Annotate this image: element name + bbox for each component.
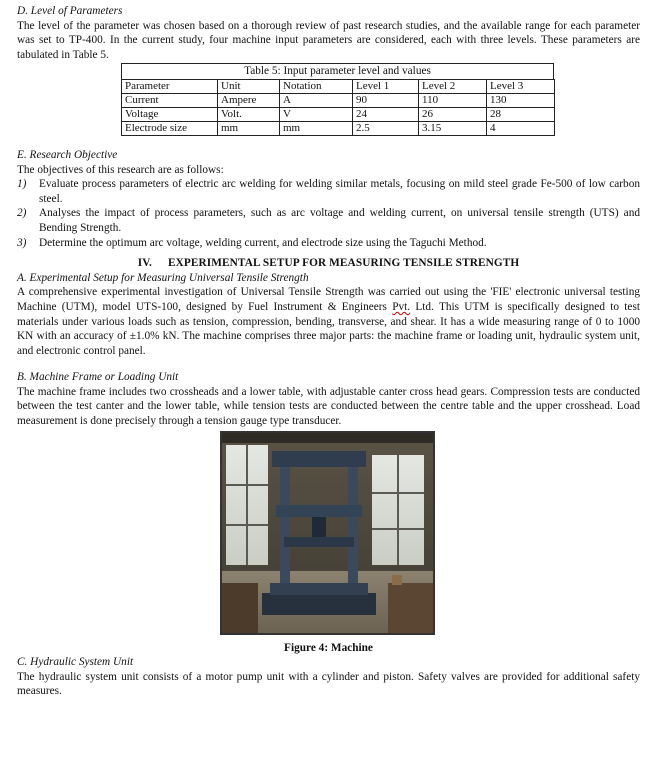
table-cell: 24 [353,107,419,121]
section-e-intro: The objectives of this research are as follows: [17,163,224,176]
objectives-list [17,177,640,250]
machine-photo [220,431,435,635]
table-cell: 130 [487,93,555,107]
section-iv-numeral: IV. [137,257,152,270]
table-header-cell: Parameter [122,79,218,93]
table-header-cell: Unit [218,79,280,93]
table-header-cell: Level 2 [419,79,487,93]
utm-machine-image [222,433,433,633]
document-page [17,4,640,699]
section-iv-title: EXPERIMENTAL SETUP FOR MEASURING TENSILE STRENGTH [167,257,520,270]
table-header-cell: Level 3 [487,79,555,93]
section-e-heading: E. Research Objective [17,148,118,161]
section-iv-heading [17,256,640,271]
table-header-row [122,79,555,93]
table-row [122,107,555,121]
spellcheck-word: Pvt. [392,300,411,313]
table-cell: 4 [487,121,555,135]
table-cell: Ampere [218,93,280,107]
list-item [17,236,640,251]
table-cell: 3.15 [419,121,487,135]
list-item-number: 3) [17,236,27,249]
figure-caption: Figure 4: Machine [284,641,373,654]
table-cell: 28 [487,107,555,121]
section-c-heading: C. Hydraulic System Unit [17,656,134,669]
table-cell: 110 [419,93,487,107]
section-b-heading: B. Machine Frame or Loading Unit [17,371,179,384]
table-cell: A [280,93,353,107]
list-item [17,177,640,206]
list-item-text: Analyses the impact of process parameters, such as arc voltage and welding current, on universal tensile strength (UTS) and Bending Strength. [39,207,640,234]
table-cell: Voltage [122,107,218,121]
list-item-number: 2) [17,207,27,220]
table-header-cell: Level 1 [353,79,419,93]
section-b-text: The machine frame includes two crossheads and a lower table, with adjustable canter cross head gears. Compression tests are conducted between the test canter and the lower table, while tension tests are conducted between the centre table and the upper crosshead. Load measurement is done precisely through a tension gauge type transducer. [17,385,640,428]
list-item-text: Evaluate process parameters of electric arc welding for welding similar metals, focusing on mild steel grade Fe-500 of low carbon steel. [39,178,640,205]
list-item-number: 1) [17,178,27,191]
table-cell: V [280,107,353,121]
section-a-text-end: Ltd. This UTM is specifically designed to test materials under various loads such as tension, compression, bending, transverse, and shear. It has a wide measuring range of 0 to 1000 KN with an accuracy of ±1.0% kN. The machine comprises three major parts: the machine frame or loading unit, hydraulic system unit, and electronic control panel. [17,300,640,357]
table-row [122,93,555,107]
table-cell: Volt. [218,107,280,121]
table-cell: mm [218,121,280,135]
table-row [122,121,555,135]
list-item [17,206,640,235]
section-d-text: The level of the parameter was chosen based on a thorough review of past research studies, and the available range for each parameter was set to TP-400. In the current study, four machine input parameters are considered, each with three levels. These parameters are tabulated in Table 5. [17,19,640,61]
table-cell: 2.5 [353,121,419,135]
table-caption: Table 5: Input parameter level and values [121,63,554,79]
list-item-text: Determine the optimum arc voltage, welding current, and electrode size using the Taguchi Method. [39,236,487,249]
section-c-text: The hydraulic system unit consists of a motor pump unit with a cylinder and piston. Safety valves are provided for additional safety measures. [17,670,640,698]
table-cell: 90 [353,93,419,107]
table-cell: Current [122,93,218,107]
table-cell: mm [280,121,353,135]
section-a-text-start: A comprehensive experimental investigation of Universal Tensile Strength was carried out using the 'FIE' electronic universal testing Machine (UTM), model UTS-100, designed by Fuel Instrument & Engineers [17,286,640,313]
table-cell: Electrode size [122,121,218,135]
table-5 [121,63,554,136]
section-a-heading: A. Experimental Setup for Measuring Universal Tensile Strength [17,271,309,284]
section-a-text [17,285,640,358]
table-cell: 26 [419,107,487,121]
section-d-heading: D. Level of Parameters [17,5,123,17]
table-header-cell: Notation [280,79,353,93]
parameter-table [121,79,555,136]
